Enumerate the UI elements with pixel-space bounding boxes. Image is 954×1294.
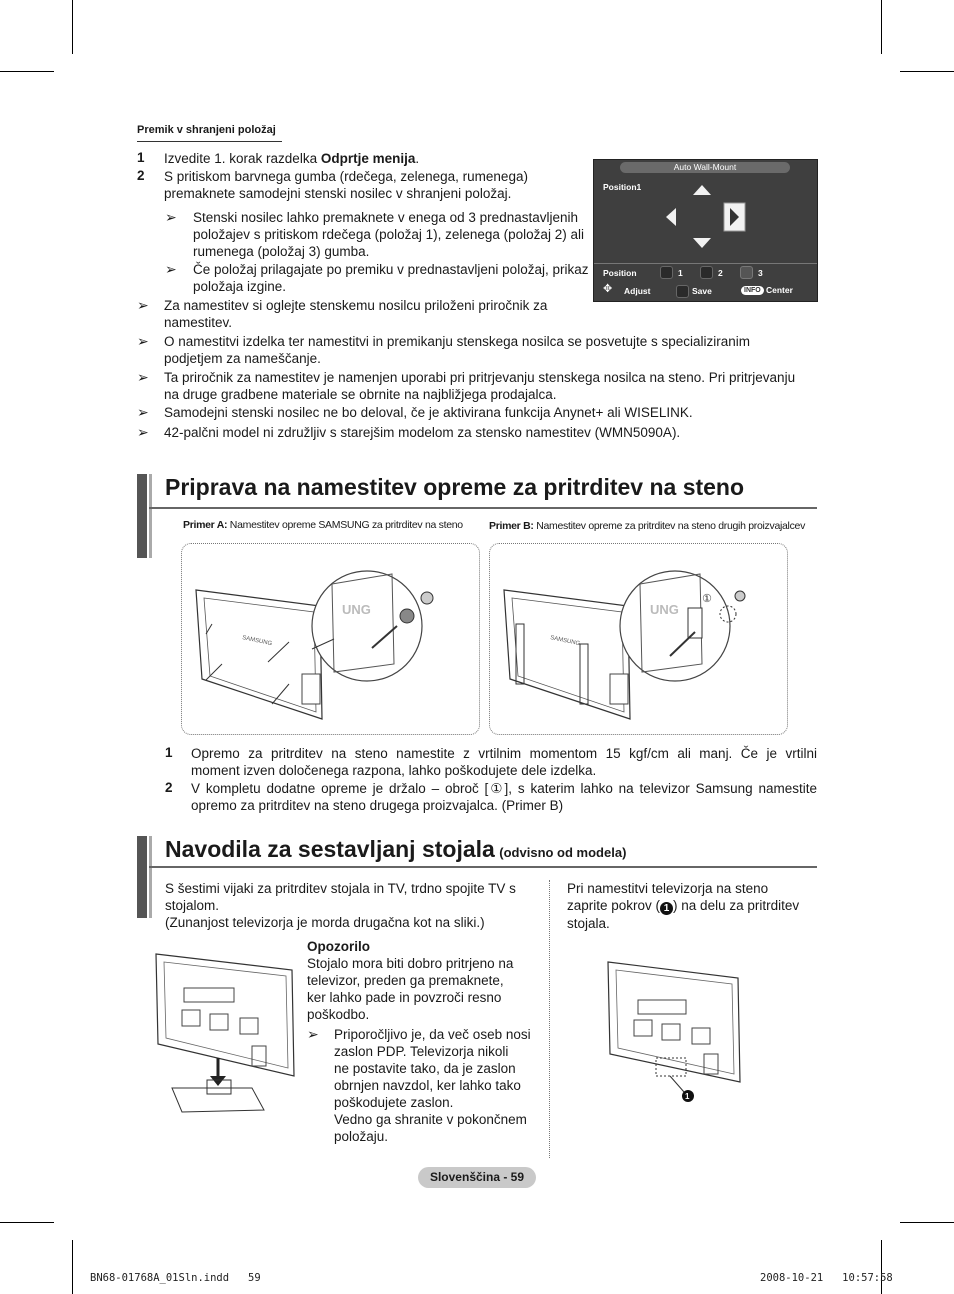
yellow-button-icon <box>740 266 753 279</box>
osd-title: Auto Wall-Mount <box>620 162 790 173</box>
crop-mark <box>900 71 954 72</box>
wall-mount-cover-instructions: Pri namestitvi televizorja na steno zaprite pokrov ( 1 ) na delu za pritrditev stojala. <box>567 881 800 931</box>
move-icon: ✥ <box>603 283 613 295</box>
tip-note: Priporočljivo je, da več oseb nosi zaslon PDP. Televizorja nikoli ne postavite tako, da je zaslon obrnjen navzdol, ker lahko tako poškodujete zaslon. Vedno ga shranite v pokončnem položaju. <box>334 1027 531 1144</box>
crop-mark <box>881 1240 882 1294</box>
section-bar <box>137 836 147 918</box>
osd-option-1: 1 <box>678 268 683 278</box>
step-1-text: Izvedite 1. korak razdelka Odprtje menija. <box>164 151 420 166</box>
callout-badge: 1 <box>660 902 673 915</box>
note-arrow-icon: ➢ <box>137 333 149 349</box>
crop-mark <box>0 1222 54 1223</box>
svg-text:①: ① <box>702 593 712 605</box>
osd-option-3: 3 <box>758 268 763 278</box>
crop-mark <box>881 0 882 54</box>
blue-button-icon <box>676 285 689 298</box>
step-number: 2 <box>137 168 145 183</box>
arrow-left-icon <box>666 208 676 226</box>
svg-text:1: 1 <box>685 1092 690 1101</box>
crop-mark <box>72 1240 73 1294</box>
section-title: Priprava na namestitev opreme za pritrditev na steno <box>165 474 745 500</box>
note: O namestitvi izdelka ter namestitvi in premikanju stenskega nosilca se posvetujte s specializiranim podjetjem za nameščanje. <box>164 334 751 366</box>
note: Za namestitev si oglejte stenskemu nosilcu priloženi priročnik za namestitev. <box>164 298 548 330</box>
tv-wall-mount-illustration-a <box>182 544 479 734</box>
step-number: 1 <box>137 150 145 165</box>
note-arrow-icon: ➢ <box>137 404 149 420</box>
svg-text:UNG: UNG <box>650 602 679 617</box>
note-arrow-icon: ➢ <box>165 209 177 225</box>
section-underline <box>149 507 817 509</box>
auto-wall-mount-osd <box>593 159 818 302</box>
step-number: 1 <box>165 745 173 760</box>
section-bar <box>137 474 147 558</box>
heading-underline <box>137 141 282 142</box>
osd-center: Center <box>766 285 793 295</box>
sub-note: Stenski nosilec lahko premaknete v enega od 3 prednastavljenih položajev s pritiskom rdečega (položaj 1), zelenega (položaj 2) ali rumenega (položaj 3) gumba. <box>193 210 584 259</box>
step-2-line: premaknete samodejni stenski nosilec v shranjeni položaj. <box>164 186 512 201</box>
note: Samodejni stenski nosilec ne bo deloval, če je aktivirana funkcija Anynet+ ali WISELINK. <box>164 405 693 420</box>
red-button-icon <box>660 266 673 279</box>
osd-save: Save <box>692 286 712 296</box>
note: 42-palčni model ni združljiv s starejšim modelom za stensko namestitev (WMN5090A). <box>164 425 681 440</box>
section-bar-inner <box>149 836 152 918</box>
caption-a: Primer A: Namestitev opreme SAMSUNG za pritrditev na steno <box>183 519 463 531</box>
green-button-icon <box>700 266 713 279</box>
step-number: 2 <box>165 780 173 795</box>
section1-step-1: Opremo za pritrditev na steno namestite z vrtilnim momentom 15 kgf/cm ali manj. Če je vrtilni moment izven določenega razpona, lahko poškodujete dele izdelka. <box>191 746 817 778</box>
crop-mark <box>0 71 54 72</box>
tv-stand-illustration <box>152 948 300 1116</box>
note-arrow-icon: ➢ <box>307 1026 319 1042</box>
subsection-heading: Premik v shranjeni položaj <box>137 124 276 136</box>
section-underline <box>149 866 817 868</box>
section-bar-inner <box>149 474 152 558</box>
file-name: BN68-01768A_01Sln.indd 59 <box>90 1272 261 1284</box>
figure-a <box>181 543 480 735</box>
section-title: Navodila za sestavljanj stojala (odvisno od modela) <box>165 836 627 862</box>
svg-text:SAMSUNG: SAMSUNG <box>549 635 581 648</box>
step-2-line: S pritiskom barvnega gumba (rdečega, zelenega, rumenega) <box>164 169 528 184</box>
section1-step-2: V kompletu dodatne opreme je držalo – obroč [①], s katerim lahko na televizor Samsung namestite opremo za pritrditev na steno drugega proizvajalca. (Primer B) <box>191 781 817 813</box>
tv-cover-illustration <box>604 958 744 1108</box>
crop-mark <box>900 1222 954 1223</box>
note-arrow-icon: ➢ <box>137 369 149 385</box>
stand-instructions: S šestimi vijaki za pritrditev stojala in TV, trdno spojite TV s stojalom. (Zunanjost televizorja je morda drugačna kot na sliki.) <box>165 881 516 930</box>
figure-b <box>489 543 788 735</box>
warning: Opozorilo Stojalo mora biti dobro pritrjeno na televizor, preden ga premaknete, ker lahko pade in povzroči resno poškodbo. <box>307 939 514 1022</box>
osd-row-label: Position <box>603 268 637 278</box>
crop-mark <box>72 0 73 54</box>
svg-text:UNG: UNG <box>342 602 371 617</box>
osd-divider <box>594 263 817 264</box>
print-timestamp: 2008-10-21 10:57:58 <box>760 1272 893 1284</box>
note: Ta priročnik za namestitev je namenjen uporabi pri pritrjevanju stenskega nosilca na steno. Pri pritrjevanju na druge gradbene materiale se obrnite na najbližjega prodajalca. <box>164 370 796 402</box>
note-arrow-icon: ➢ <box>137 297 149 313</box>
column-divider <box>549 880 550 1158</box>
note-arrow-icon: ➢ <box>137 424 149 440</box>
info-badge: INFO <box>741 286 764 295</box>
note-arrow-icon: ➢ <box>165 261 177 277</box>
sub-note: Če položaj prilagajate po premiku v prednastavljeni položaj, prikaz položaja izgine. <box>193 262 589 294</box>
caption-b: Primer B: Namestitev opreme za pritrditev na steno drugih proizvajalcev <box>489 520 806 532</box>
osd-direction-arrows <box>594 160 817 301</box>
osd-position-label: Position1 <box>603 182 642 192</box>
osd-adjust: Adjust <box>624 286 651 296</box>
osd-option-2: 2 <box>718 268 723 278</box>
page-number-badge: Slovenščina - 59 <box>418 1167 536 1188</box>
svg-text:SAMSUNG: SAMSUNG <box>241 635 273 648</box>
tv-wall-mount-illustration-b <box>490 544 787 734</box>
arrow-up-icon <box>693 185 711 195</box>
arrow-down-icon <box>693 238 711 248</box>
